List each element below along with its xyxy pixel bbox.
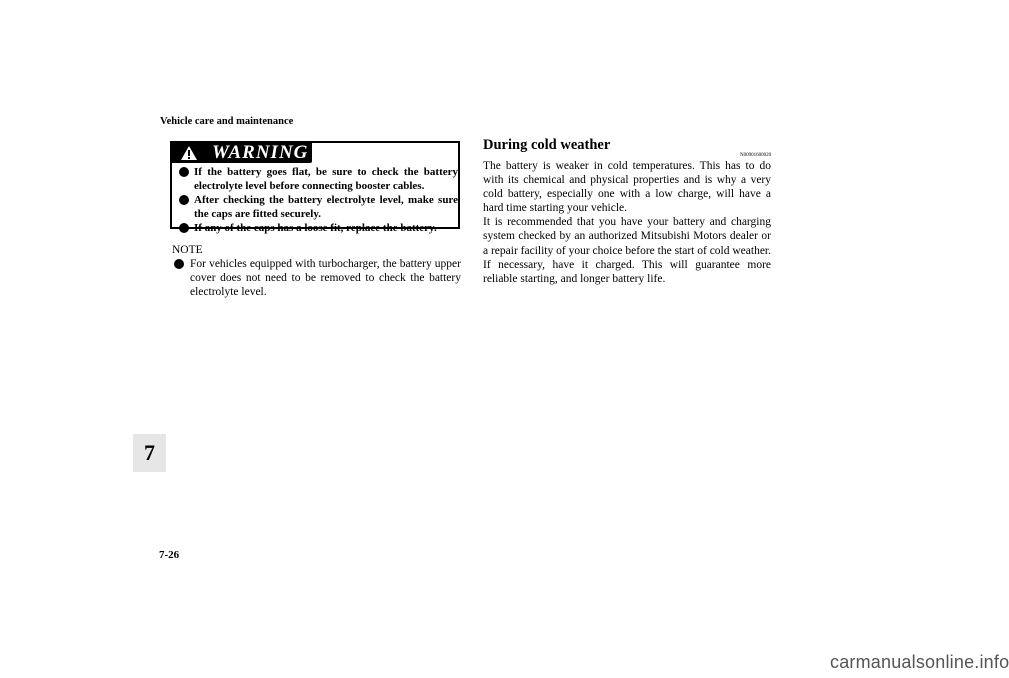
warning-title: WARNING — [212, 142, 309, 163]
section-title: During cold weather — [483, 137, 611, 153]
bullet-icon — [174, 259, 184, 269]
warning-item: After checking the battery electrolyte level, make sure the caps are fitted securely. — [176, 193, 458, 221]
chapter-number: 7 — [144, 440, 155, 465]
warning-triangle-icon — [180, 145, 198, 161]
section-code: N00901600020 — [740, 153, 772, 158]
page-number: 7-26 — [159, 549, 180, 561]
warning-box — [170, 141, 460, 234]
bullet-icon — [179, 167, 189, 177]
section-body — [483, 159, 771, 286]
warning-list — [176, 165, 458, 235]
warning-item: If any of the caps has a loose fit, replace the battery. — [176, 221, 458, 235]
warning-item: If the battery goes flat, be sure to check the battery electrolyte level before connecting booster cables. — [176, 165, 458, 193]
watermark-logo[interactable]: carmanualsonline.info — [830, 652, 1009, 672]
running-header: Vehicle care and maintenance — [160, 116, 294, 127]
warning-header — [172, 143, 312, 163]
note-item: For vehicles equipped with turbocharger, the battery upper cover does not need to be removed to check the battery electrolyte level. — [172, 257, 461, 299]
body-paragraph: It is recommended that you have your battery and charging system checked by an authorized Mitsubishi Motors dealer or a repair facility of your choice before the start of cold weather. If necessary, have it charged. This will guarantee more reliable starting, and longer battery life. — [483, 216, 772, 285]
note-label: NOTE — [172, 244, 203, 256]
bullet-icon — [179, 223, 189, 233]
body-paragraph: The battery is weaker in cold temperatures. This has to do with its chemical and physical properties and is why a very cold battery, especially one with a low charge, will have a hard time starting your vehicle. — [483, 160, 771, 215]
bullet-icon — [179, 195, 189, 205]
